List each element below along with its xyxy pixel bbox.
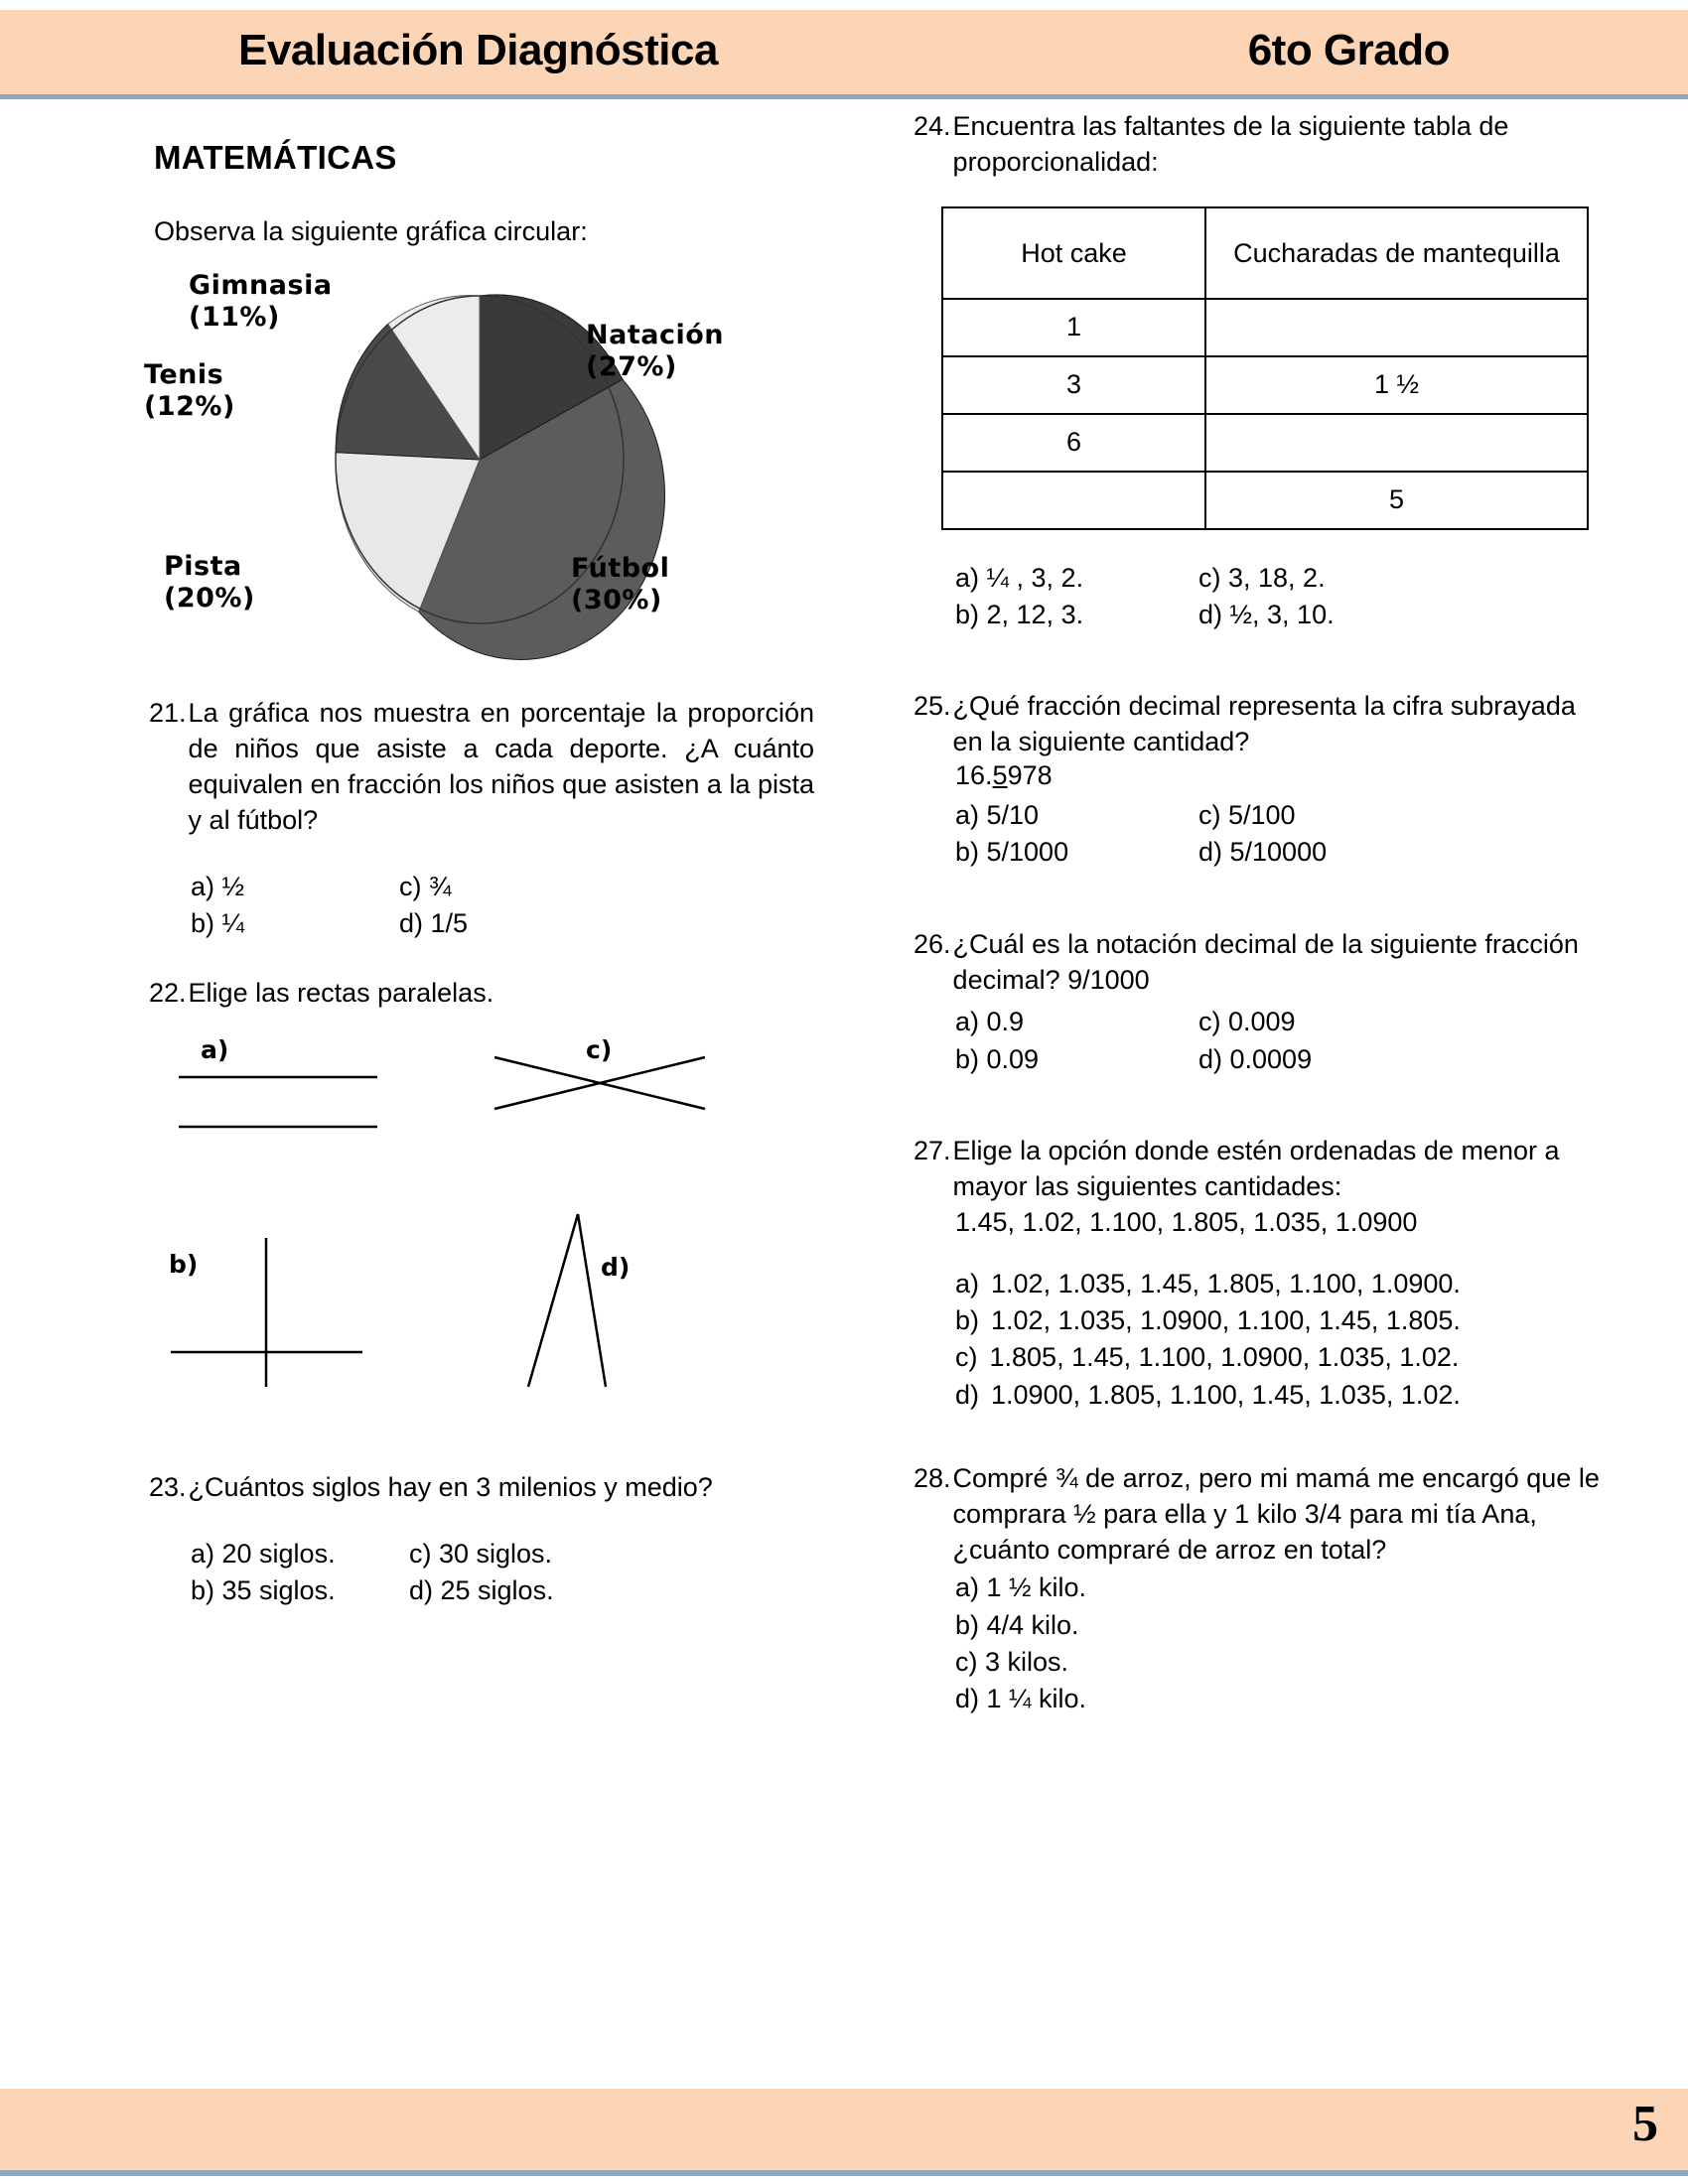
question-26-option-d[interactable]: d) 0.0009 — [1198, 1043, 1313, 1074]
page-header-band — [0, 10, 1688, 99]
question-28 — [914, 1461, 1609, 1569]
diagram-d-line-1 — [528, 1214, 578, 1387]
question-23-option-grid — [191, 1536, 814, 1610]
question-22-text: Elige las rectas paralelas. — [188, 978, 494, 1009]
question-27-option-b-letter: b) — [955, 1305, 980, 1335]
question-28-option-c[interactable]: c) 3 kilos. — [955, 1646, 1069, 1677]
page-number: 5 — [1632, 2096, 1658, 2152]
diagram-label-a[interactable]: a) — [201, 1035, 229, 1065]
chart-intro-text: Observa la siguiente gráfica circular: — [154, 216, 588, 246]
table-cell-r3c1: 6 — [942, 414, 1205, 472]
question-23-option-b[interactable]: b) 35 siglos. — [191, 1575, 336, 1606]
pie-label-gimnasia — [189, 270, 333, 334]
table-cell-r2c2: 1 ½ — [1205, 356, 1588, 414]
question-28-option-b[interactable]: b) 4/4 kilo. — [955, 1609, 1079, 1640]
question-21-option-grid — [191, 869, 814, 943]
question-25 — [914, 689, 1609, 760]
question-21-options — [191, 869, 814, 943]
question-27-option-b[interactable] — [955, 1302, 1609, 1339]
question-25-option-grid — [955, 797, 1609, 872]
question-27-option-d-letter: d) — [955, 1379, 980, 1410]
pie-label-futbol — [571, 553, 669, 616]
question-25-quantity-suffix: 978 — [1007, 760, 1053, 791]
question-27-text: Elige la opción donde estén ordenadas de menor a mayor las siguientes cantidades: — [952, 1135, 1560, 1201]
subject-heading: MATEMÁTICAS — [154, 139, 397, 176]
question-22-diagrams — [149, 1029, 814, 1436]
question-24-number: 24. — [914, 111, 951, 141]
question-25-text: ¿Qué fracción decimal representa la cifra subrayada en la siguiente cantidad? — [952, 691, 1576, 757]
page-title: Evaluación Diagnóstica — [238, 26, 718, 74]
question-28-text: Compré ¾ de arroz, pero mi mamá me encargó que le comprara ½ para ella y 1 kilo 3/4 para mi tía Ana, ¿cuánto compraré de arroz en total? — [952, 1462, 1600, 1565]
question-27-quantities: 1.45, 1.02, 1.100, 1.805, 1.035, 1.0900 — [955, 1206, 1418, 1237]
table-cell-r2c1: 3 — [942, 356, 1205, 414]
pie-label-tenis — [144, 359, 235, 423]
question-22-number: 22. — [149, 978, 187, 1009]
pie-label-gimnasia-name: Gimnasia — [189, 270, 333, 301]
question-23 — [149, 1470, 814, 1506]
parallel-lines-diagram-svg — [149, 1029, 814, 1436]
question-25-option-d[interactable]: d) 5/10000 — [1198, 837, 1328, 868]
question-21-option-a[interactable]: a) ½ — [191, 871, 245, 901]
diagram-label-c[interactable]: c) — [586, 1035, 613, 1065]
question-27-option-c-text: 1.805, 1.45, 1.100, 1.0900, 1.035, 1.02. — [989, 1342, 1460, 1373]
question-24-option-a[interactable]: a) ¼ , 3, 2. — [955, 562, 1084, 593]
question-25-number: 25. — [914, 691, 951, 722]
table-cell-r3c2[interactable] — [1205, 414, 1588, 472]
question-27-option-a-letter: a) — [955, 1268, 980, 1298]
question-27-option-b-text: 1.02, 1.035, 1.0900, 1.100, 1.45, 1.805. — [991, 1305, 1461, 1335]
table-row — [942, 472, 1588, 529]
pie-label-pista — [164, 551, 255, 614]
table-row — [942, 356, 1588, 414]
pie-label-natacion-percent: (27%) — [586, 350, 677, 382]
table-cell-r1c2[interactable] — [1205, 299, 1588, 356]
diagram-label-b[interactable]: b) — [169, 1250, 199, 1280]
question-27-number: 27. — [914, 1135, 951, 1165]
question-28-option-a[interactable]: a) 1 ½ kilo. — [955, 1572, 1087, 1603]
question-23-option-c[interactable]: c) 30 siglos. — [409, 1538, 553, 1569]
question-28-options — [955, 1570, 1609, 1717]
question-24-option-b[interactable]: b) 2, 12, 3. — [955, 600, 1084, 630]
question-26-number: 26. — [914, 928, 951, 959]
page-header-inner — [0, 10, 1688, 94]
question-26 — [914, 927, 1609, 999]
question-26-text: ¿Cuál es la notación decimal de la siguiente fracción decimal? 9/1000 — [952, 928, 1579, 995]
question-21-number: 21. — [149, 698, 187, 728]
left-column — [144, 109, 814, 1609]
grade-label: 6to Grado — [1247, 26, 1450, 74]
question-28-option-d[interactable]: d) 1 ¼ kilo. — [955, 1684, 1087, 1714]
question-27 — [914, 1134, 1609, 1205]
pie-label-pista-name: Pista — [164, 551, 242, 582]
question-24-options — [955, 560, 1609, 634]
table-cell-r4c2: 5 — [1205, 472, 1588, 529]
question-27-option-c[interactable] — [955, 1339, 1609, 1376]
pie-label-futbol-percent: (30%) — [571, 584, 662, 615]
question-25-option-c[interactable]: c) 5/100 — [1198, 800, 1296, 831]
pie-label-gimnasia-percent: (11%) — [189, 301, 280, 333]
page-footer-band — [0, 2089, 1688, 2176]
table-header-hot-cake: Hot cake — [942, 207, 1205, 299]
question-22 — [149, 976, 814, 1012]
question-27-option-d[interactable] — [955, 1377, 1609, 1414]
table-row — [942, 414, 1588, 472]
pie-label-natacion-name: Natación — [586, 320, 724, 350]
question-25-option-b[interactable]: b) 5/1000 — [955, 837, 1069, 868]
question-26-options — [955, 1004, 1609, 1078]
question-24 — [914, 109, 1609, 181]
question-21-text: La gráfica nos muestra en porcentaje la proporción de niños que asiste a cada deporte. ¿A cuánto equivalen en fracción los niños que asisten a la pista y al fútbol? — [188, 698, 814, 835]
question-21-option-b[interactable]: b) ¼ — [191, 907, 245, 938]
question-26-option-a[interactable]: a) 0.9 — [955, 1007, 1025, 1037]
question-26-option-c[interactable]: c) 0.009 — [1198, 1007, 1296, 1037]
question-23-option-a[interactable]: a) 20 siglos. — [191, 1538, 336, 1569]
page-body — [0, 109, 1688, 2065]
question-25-quantity-underlined-digit: 5 — [992, 760, 1008, 791]
table-cell-r1c1: 1 — [942, 299, 1205, 356]
table-cell-r4c1[interactable] — [942, 472, 1205, 529]
question-24-option-d[interactable]: d) ½, 3, 10. — [1198, 600, 1335, 630]
question-28-number: 28. — [914, 1462, 951, 1493]
question-21-option-c[interactable]: c) ¾ — [399, 871, 452, 901]
table-header-cucharadas: Cucharadas de mantequilla — [1205, 207, 1588, 299]
question-27-options — [955, 1266, 1609, 1414]
question-23-text: ¿Cuántos siglos hay en 3 milenios y medio? — [188, 1472, 713, 1503]
question-21 — [149, 696, 814, 839]
right-column — [914, 109, 1609, 1717]
question-21-option-d[interactable]: d) 1/5 — [399, 907, 469, 938]
proportionality-table — [941, 206, 1589, 530]
pie-label-futbol-name: Fútbol — [571, 553, 670, 584]
pie-label-tenis-name: Tenis — [144, 359, 224, 390]
question-25-options — [955, 797, 1609, 872]
question-27-option-a[interactable] — [955, 1266, 1609, 1302]
pie-label-tenis-percent: (12%) — [144, 390, 235, 422]
question-24-text: Encuentra las faltantes de la siguiente tabla de proporcionalidad: — [952, 111, 1509, 177]
pie-label-natacion — [586, 320, 724, 383]
sports-pie-chart — [144, 265, 814, 662]
question-24-option-grid — [955, 560, 1609, 634]
question-25-option-a[interactable]: a) 5/10 — [955, 800, 1040, 831]
question-25-quantity-prefix: 16. — [955, 760, 993, 791]
table-row — [942, 299, 1588, 356]
question-23-number: 23. — [149, 1472, 187, 1503]
question-27-option-d-text: 1.0900, 1.805, 1.100, 1.45, 1.035, 1.02. — [991, 1379, 1461, 1410]
diagram-label-d[interactable]: d) — [601, 1253, 631, 1283]
question-23-option-d[interactable]: d) 25 siglos. — [409, 1575, 554, 1606]
pie-label-pista-percent: (20%) — [164, 582, 255, 614]
diagram-d-line-2 — [578, 1214, 606, 1387]
question-27-option-c-letter: c) — [955, 1342, 978, 1373]
question-23-options — [191, 1536, 814, 1610]
question-25-quantity — [955, 760, 1609, 791]
question-26-option-grid — [955, 1004, 1609, 1078]
question-24-option-c[interactable]: c) 3, 18, 2. — [1198, 562, 1326, 593]
question-26-option-b[interactable]: b) 0.09 — [955, 1043, 1040, 1074]
table-header-row — [942, 207, 1588, 299]
question-27-option-a-text: 1.02, 1.035, 1.45, 1.805, 1.100, 1.0900. — [991, 1268, 1461, 1298]
